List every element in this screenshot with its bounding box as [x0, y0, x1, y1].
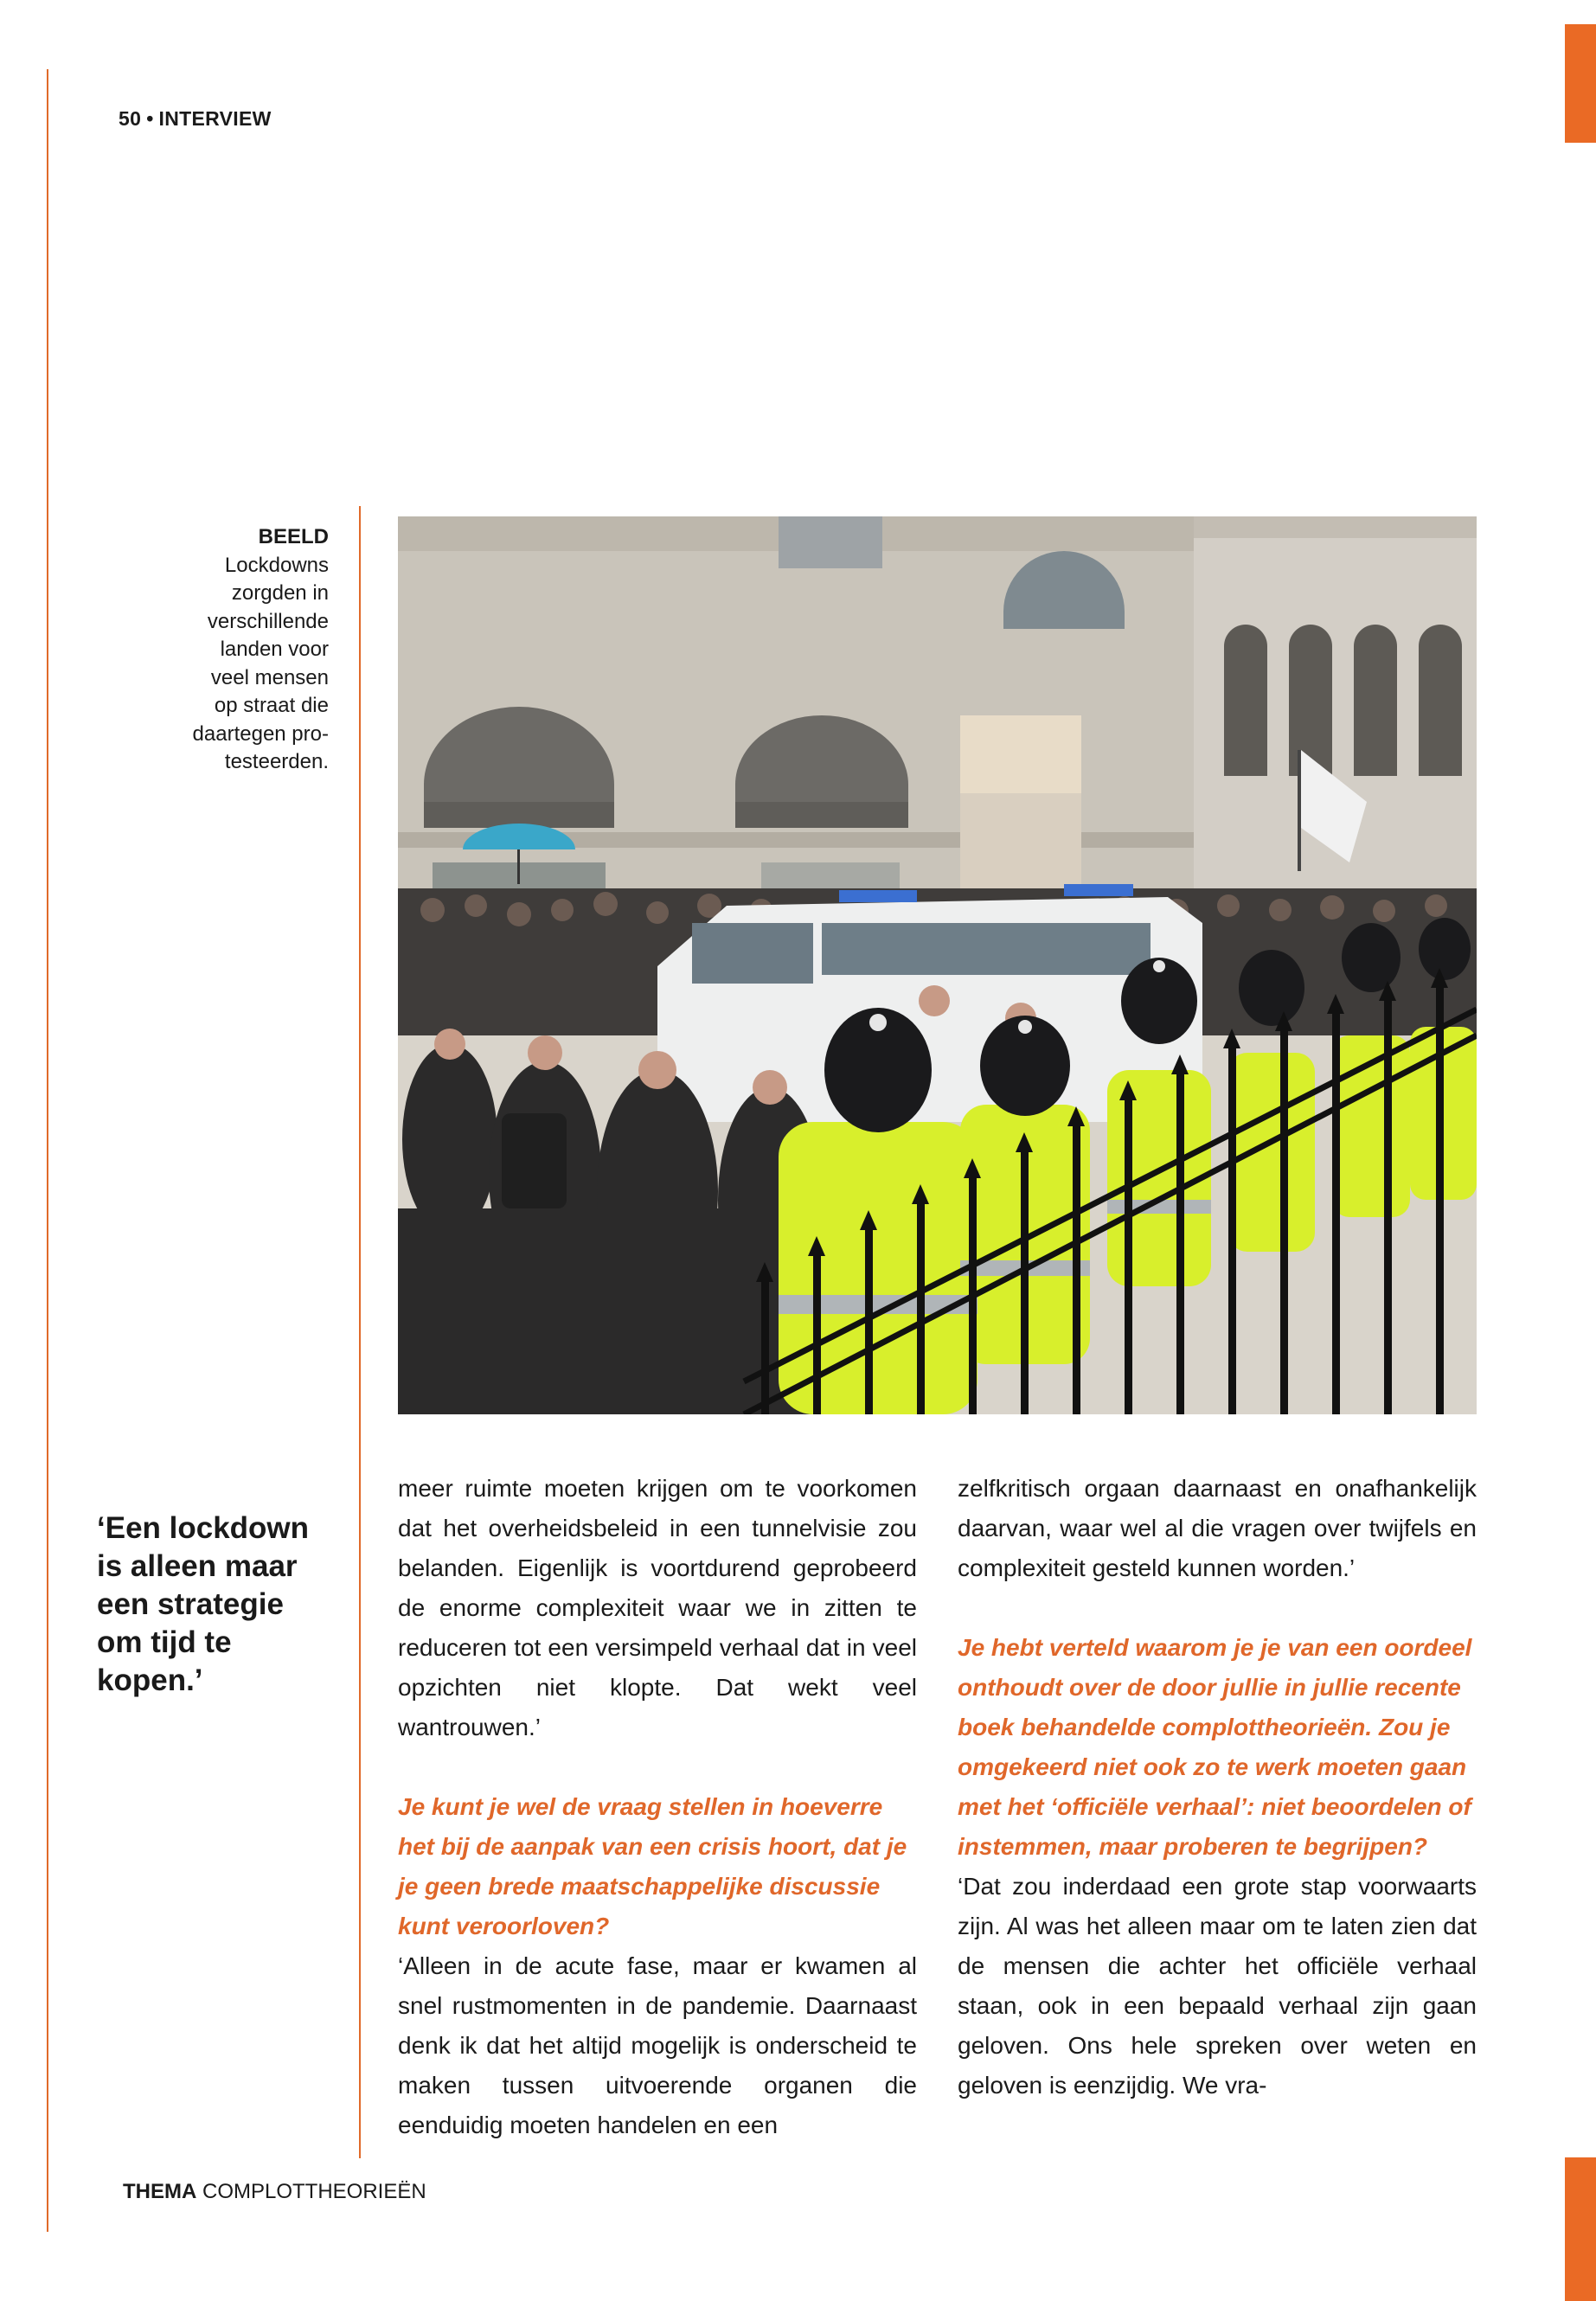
caption-line: daartegen pro-	[192, 721, 329, 746]
pull-quote-line: ‘Een lockdown	[97, 1511, 310, 1545]
section-title: INTERVIEW	[158, 107, 272, 130]
footer-theme-label: THEMA	[123, 2180, 197, 2203]
caption-line: zorgden in	[231, 581, 329, 605]
page-number: 50	[119, 107, 142, 130]
page-header	[119, 107, 272, 131]
pull-quote-line: kopen.’	[97, 1663, 203, 1697]
caption-line: landen voor	[220, 638, 329, 661]
caption-line: testeerden.	[224, 750, 329, 773]
pull-quote-line: een strategie	[97, 1587, 284, 1621]
caption-title: BEELD	[258, 525, 329, 548]
header-separator: •	[146, 107, 154, 130]
left-margin-rule	[47, 69, 48, 2232]
pull-quote-line: om tijd te	[97, 1625, 232, 1659]
pull-quote	[97, 1509, 348, 1700]
body-paragraph: ‘Dat zou inderdaad een grote stap voorwaarts zijn. Al was het alleen maar om te laten zien dat de mensen die achter het officiële verhaal staan, ook in een bepaald verhaal zijn gaan geloven. Ons hele spreken over weten en geloven is eenzijdig. We vra-	[958, 1873, 1477, 2099]
body-column-2	[958, 1469, 1477, 2106]
bottom-edge-tab	[1565, 2157, 1596, 2301]
body-column-1	[398, 1469, 917, 2145]
caption-line: Lockdowns	[224, 553, 329, 577]
caption-line: op straat die	[214, 694, 329, 717]
interview-question: Je hebt verteld waarom je je van een oordeel onthoudt over de door jullie in jullie recente boek behandelde complottheorieën. Zou je omgekeerd niet ook zo te werk moeten gaan met het ‘officiële verhaal’: niet beoordelen of instemmen, maar proberen te begrijpen?	[958, 1634, 1472, 1860]
interview-question: Je kunt je wel de vraag stellen in hoeverre het bij de aanpak van een crisis hoort, dat je je geen brede maatschappelijke discussie kunt veroorloven?	[398, 1793, 907, 1939]
column-rule	[359, 506, 361, 2158]
protest-photo	[398, 516, 1477, 1414]
top-edge-tab	[1565, 24, 1596, 143]
photo-caption	[138, 523, 329, 777]
page-footer	[123, 2180, 426, 2204]
footer-theme-title: COMPLOTTHEORIEËN	[202, 2180, 426, 2203]
body-paragraph: zelfkritisch orgaan daarnaast en onafhankelijk daarvan, waar wel al die vragen over twijfels en complexiteit gesteld kunnen worden.’	[958, 1475, 1477, 1581]
body-paragraph: meer ruimte moeten krijgen om te voorkomen dat het overheidsbeleid in een tunnelvisie zou belanden. Eigenlijk is voortdurend geprobeerd de enorme complexiteit waar we in zitten te reduceren tot een versimpeld verhaal dat in veel opzichten niet klopte. Dat wekt veel wantrouwen.’	[398, 1475, 917, 1740]
caption-line: verschillende	[207, 609, 329, 633]
pull-quote-line: is alleen maar	[97, 1549, 298, 1583]
caption-line: veel mensen	[210, 665, 329, 689]
body-paragraph: ‘Alleen in de acute fase, maar er kwamen al snel rustmomenten in de pandemie. Daarnaast denk ik dat het altijd mogelijk is onderscheid te maken tussen uitvoerende organen die eenduidig moeten handelen en een	[398, 1952, 917, 2138]
